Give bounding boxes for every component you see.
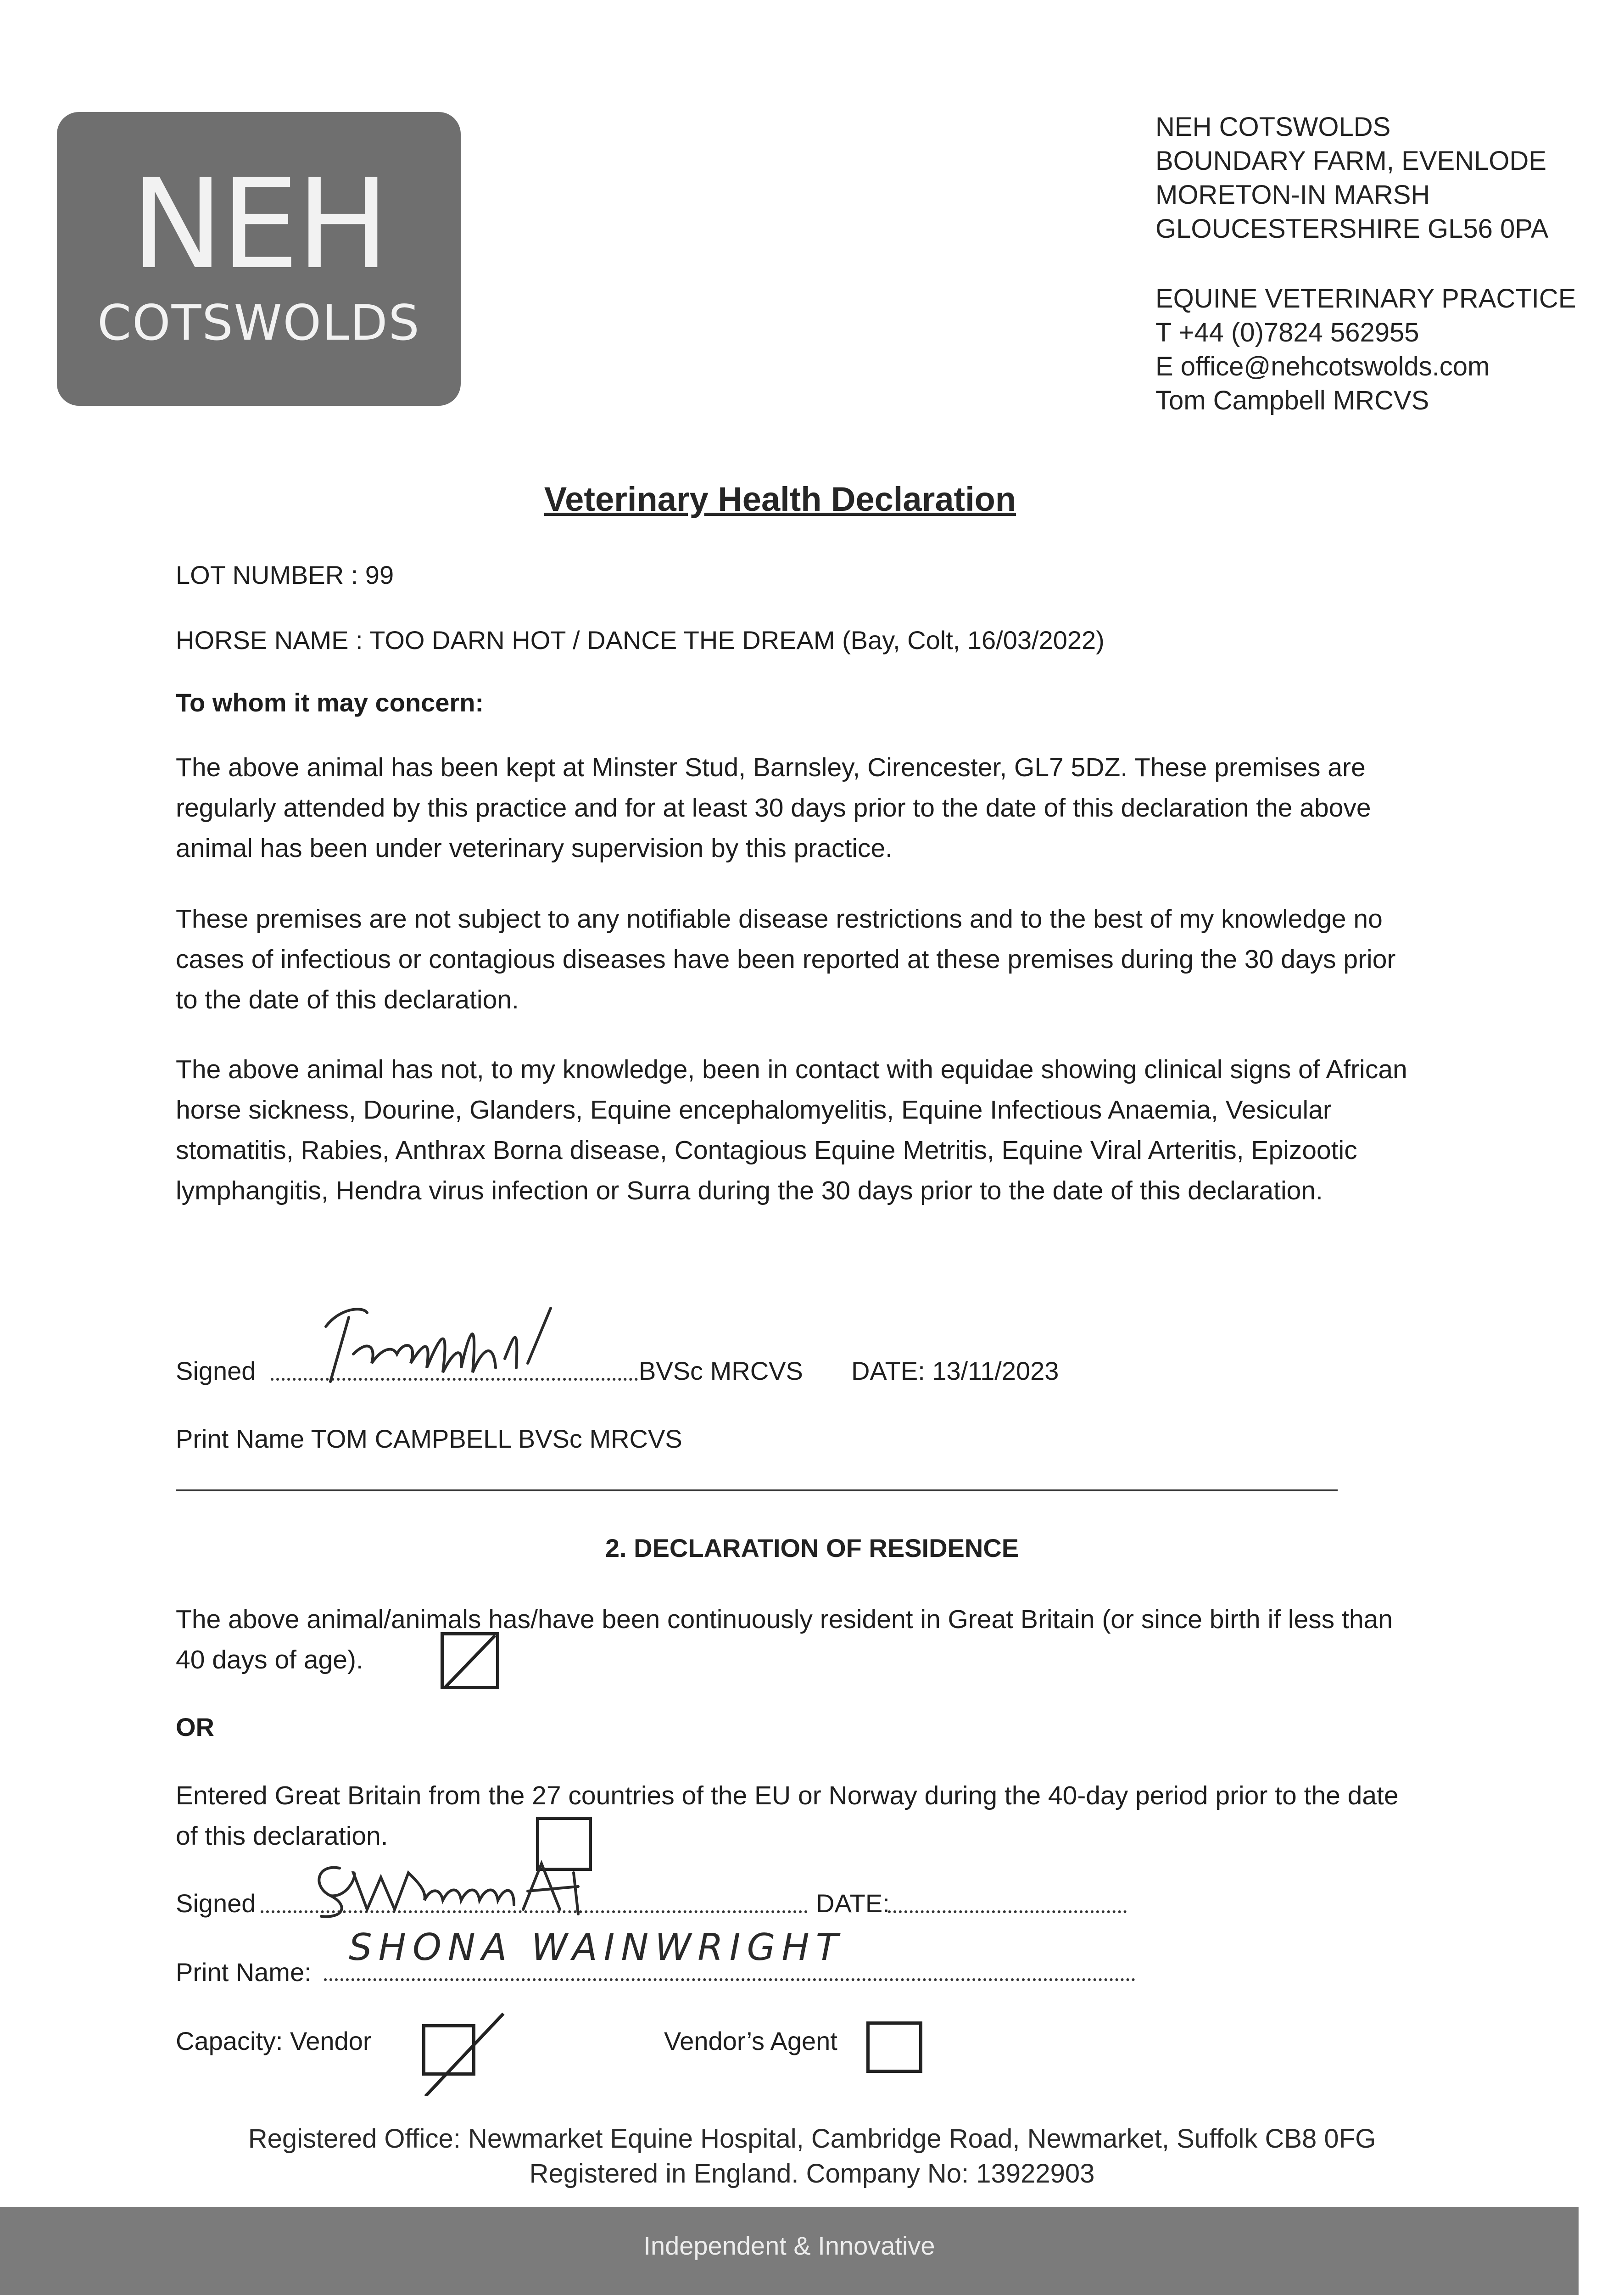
address-line-1: NEH COTSWOLDS <box>1155 112 1391 142</box>
vendors-agent-checkbox[interactable] <box>866 2021 922 2073</box>
residence-option-1: The above animal/animals has/have been continuously resident in Great Britain (or since birth if less than 40 days of age). <box>176 1605 1393 1674</box>
address-line-2: BOUNDARY FARM, EVENLODE <box>1155 146 1546 176</box>
address-line-4: GLOUCESTERSHIRE GL56 0PA <box>1155 214 1549 244</box>
logo-text-neh: NEH <box>131 152 387 297</box>
vendor-print-label: Print Name: <box>176 1958 312 1987</box>
vendor-print-name: SHONA WAINWRIGHT <box>349 1926 845 1969</box>
registered-office <box>0 2121 1624 2191</box>
logo-text-cotswolds: COTSWOLDS <box>97 295 420 351</box>
capacity-vendor-label: Capacity: Vendor <box>176 2026 372 2055</box>
horse-name: HORSE NAME : TOO DARN HOT / DANCE THE DREAM (Bay, Colt, 16/03/2022) <box>176 626 1105 655</box>
phone: T +44 (0)7824 562955 <box>1155 318 1419 347</box>
vet-signed-label: Signed <box>176 1356 256 1385</box>
residence-heading: 2. DECLARATION OF RESIDENCE <box>605 1534 1019 1562</box>
vendor-print-line <box>324 1978 1135 1981</box>
lot-number: LOT NUMBER : 99 <box>176 560 394 589</box>
vet-signature <box>312 1299 587 1391</box>
vet-sign-date: DATE: 13/11/2023 <box>851 1356 1059 1385</box>
vendor-date-label: DATE: <box>816 1889 890 1918</box>
email: E office@nehcotswolds.com <box>1155 352 1490 381</box>
salutation: To whom it may concern: <box>176 688 484 717</box>
registered-office-address: Registered Office: Newmarket Equine Hospital, Cambridge Road, Newmarket, Suffolk CB8 0FG <box>248 2124 1376 2154</box>
vet-print-name: Print Name TOM CAMPBELL BVSc MRCVS <box>176 1424 682 1453</box>
section-divider <box>176 1489 1338 1491</box>
logo <box>57 112 461 406</box>
paragraph-restrictions: These premises are not subject to any notifiable disease restrictions and to the best of my knowledge no cases of infectious or contagious diseases have been reported at these premises during the 30 days prior to the date of this declaration. <box>176 904 1396 1014</box>
vendor-signature <box>303 1854 652 1923</box>
paragraph-contact: The above animal has not, to my knowledge, been in contact with equidae showing clinical signs of African horse sickness, Dourine, Glanders, Equine encephalomyelitis, Equine Infectious Anaemia, Vesicular stomatitis, Rabies, Anthrax Borna disease, Contagious Equine Metritis, Equine Viral Arteritis, Epizootic lymphangitis, Hendra virus infection or Surra during the 30 days prior to the date of this declaration. <box>176 1055 1407 1205</box>
practice-type: EQUINE VETERINARY PRACTICE <box>1155 284 1576 313</box>
tagline: Independent & Innovative <box>643 2231 935 2260</box>
vendor-checkbox[interactable] <box>422 2024 475 2076</box>
option-1-checkbox[interactable] <box>441 1632 499 1689</box>
or-label: OR <box>176 1713 214 1741</box>
footer-band <box>0 2207 1579 2295</box>
vendors-agent-label: Vendor’s Agent <box>664 2026 837 2055</box>
vet-name: Tom Campbell MRCVS <box>1155 386 1429 415</box>
page-title: Veterinary Health Declaration <box>544 480 1016 518</box>
vendor-signed-label: Signed <box>176 1889 256 1918</box>
residence-option-2: Entered Great Britain from the 27 countries of the EU or Norway during the 40-day period prior to the date of this declaration. <box>176 1781 1399 1851</box>
checkmark-icon <box>407 2004 513 2096</box>
company-number: Registered in England. Company No: 13922903 <box>529 2159 1095 2189</box>
checkmark-icon <box>441 1633 500 1690</box>
paragraph-premises: The above animal has been kept at Minster Stud, Barnsley, Cirencester, GL7 5DZ. These premises are regularly attended by this practice and for at least 30 days prior to the date of this declaration the above animal has been under veterinary supervision by this practice. <box>176 753 1371 863</box>
vendor-date-line <box>888 1910 1127 1913</box>
address-line-3: MORETON-IN MARSH <box>1155 180 1430 210</box>
vet-qualification: BVSc MRCVS <box>639 1356 803 1385</box>
